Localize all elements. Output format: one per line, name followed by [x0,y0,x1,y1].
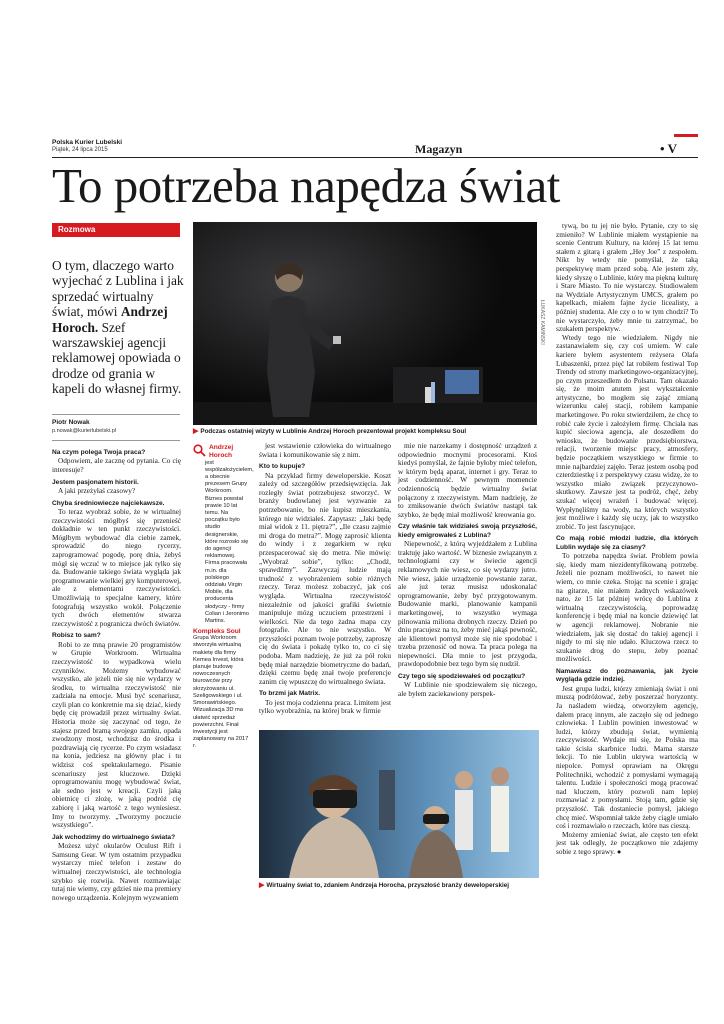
lead-text-start: O tym, dlaczego warto wyjechać z Lublina i jak sprzedać wirtualny świat, mówi [52,258,184,320]
header-accent-bar [674,134,698,137]
interview-answer: To potrzeba napędza świat. Problem powia się, kiedy mam niezidentyfikowaną potrzebę. Jeżeli nie poznam możliwości, to nawet nie wiem, co mnie czeka. Stojąc na scenie i grając na gitarze, nie miałem żadnych wskazówek nato, że 15 lat później wrócę do Lublina z wirtualną rzeczywistością, poprowadzę konferencję i będę miał na koncie dziewięć lat w agencji reklamowej. Nobranie nie wiedziałem, jak się dostać do takiej agencji i nigdy to mi się nie udało. Kluczowa rzecz to szukanie drog do stepu, żeby poznać możliwości. [556,551,698,664]
interview-answer: Niepewność, z którą wyjeżdżałem z Lublina traktuję jako wartość. W biznesie związanym z technologiami czy w świecie agencji reklamowych nie wiesz, co się wydarzy jutro. Nie wiesz, jakie urządzenie powstanie zaraz, ale już teraz musisz udoskonalać oprogramowanie, żeby być przygotowanym. Budowanie marki, planowanie kampanii marketingowej, to wszystko wymaga pilnowania miliona drobnych rzeczy. Dzień po dniu pracujesz na to, żeby mieć jakąś pewność, ale klientowi pomysł może się nie spodobać i trzeba przenosić od nowa. Ta praca polega na niepewności. Dla mnie to jest przygoda, prawdopodobnie bez tego bym się nudził. [398,539,537,669]
lead-paragraph [52,258,184,397]
interview-answer: Możemy zmieniać świat, ale często ten efekt jest tak odległy, że początkowo nie zdajemy sobie z tego sprawy. ● [556,829,698,856]
author-rule [52,414,180,415]
bio-name-last: Horoch [209,451,233,459]
interview-question: Jak wchodzimy do wirtualnego świata? [52,833,176,841]
interview-answer: To jest moja codzienna praca. Limitem jest tylko wyobraźnia, na której brak w firmie [259,697,391,716]
caption-photo-speaker-text: Podczas ostatniej wizyty w Lublinie Andrzej Horoch prezentował projekt kompleksu Soul [200,428,467,435]
article-column-2 [259,442,391,727]
magnifier-icon [193,444,206,457]
photo-credit: ŁUKASZ KAMIŃSKI [539,300,545,345]
photo-speaker-image [193,222,537,425]
headline: To potrzeba napędza świat [52,158,560,213]
author-email[interactable]: p.nowak@kurierlubelski.pl [52,428,116,434]
article-column-3 [398,442,537,727]
category-label: Rozmowa [52,223,180,237]
interview-answer: To teraz wyobraź sobie, że w wirtualnej rzeczywistości mógłbyś się przenieść dokładnie w ten punkt rzeczywistości. Mógłbym wybudować dla ciebie zamek, sprowadzić do niego rycerzy, zaprogramować pogodę, porę dnia, żebyś mógł się wczuć w to miejsce jak tylko się da. Budowanie takiego świata wygląda jak programowanie wielkiej gry komputerowej, ale z elementami rzeczywistości. Umożliwiają to specjalne kamery, które fotografują wszystko wokół. Połączenie tych dwóch elementów stwarza rzeczywistość z pogranicza dwóch światów. [52,507,181,628]
section-name: Magazyn [415,142,463,156]
interview-question: To brzmi jak Matrix. [259,690,321,698]
interview-answer: Możesz użyć okularów Oculust Rift i Samsung Gear. W tym ostatnim przypadku wystarczy mieć telefon i zestaw do wirtualnej rzeczywistości, ale technologia szybko się rozwija. Nawet rozmawiając tutaj nie wiemy, czy gdzieś nie ma premiery nowego urządzenia. Kolejnym wyzwaniem [52,841,181,902]
bio-text: jest współzałożycielem, a obecnie prezesem Grupy Workroom. Biznes powstał prawie 10 lat temu. Na początku było studio designerskie, które rozrosło się do agencji reklamowej. Firma pracowała m.in. dla polskiego oddziału Virgin Mobile, dla producenta słodyczy - firmy Colian i Jeronimo Martins. [205,459,254,625]
interview-question: Czy właśnie tak widziałeś swoją przyszłość, kiedy emigrowałeś z Lublina? [398,523,537,539]
interview-answer: tywą, bo tu jej nie było. Pytanie, czy to się zmieniło? W Lublinie miałem wystąpienie na scenie Centrum Kultury, na której 15 lat temu stałem z gitarą i grałem „Hey Joe” z zespołem. Nikt by wtedy nie pomyślał, że taką perspektywę mam przed sobą. Ale jestem zły, kiedy słyszę o Lublinie, który ma piękną kulturę i Stare Miasto. To nie wystarczy. Studiowałem na Wydziale Artystycznym UMCS, grałem po kapelkach, miałem fajne życie licealisty, a później studenta. Ale czy o to w tym chodzi? To nie wystarczyło, żeby mnie tu zatrzymać, bo szukałem perspektyw. [556,221,698,334]
bio-name-first: Andrzej [209,444,234,451]
interview-answer: Wtedy tego nie wiedziałem. Nigdy nie zastanawiałem się, czy coś umiem. W cale kariere byłem asystentem reżysera Olafa Lubaszenki, przez pięć lat robiłem festiwal Top Trendy od strony marketingowo-organizacyjnej, po czym przeszedłem do Polsatu. Tam okazało się, że moim atutem jest wykształcenie artystyczne, bo mogłem się zająć zmianą wizerunku całej stacji, robiłem kampanie marketingowe. Po roku stwierdziłem, że chcę to robić całe życie i założyłem firmę. Chciała nas kupić sieciowa agencja, ale doszedłem do wniosku, że budowanie przedsiębiorstwa, relacji, tworzenie miejsc pracy, atmosfery, będzie początkiem wszystkiego w firmie to mnie najbardziej zajęło. Teraz jestem osobą pod czterdziestkę i z perspektywy czasu widzę, że to wszystko miało związek przyczynowo-skutkowy. Zawsze jest ta podróż, chęć, żeby szukać więcej wrażeń i budować więcej. Wypłynęliśmy na wody, na których wszystko jest możliwe i każdy się uczy, jak to wszystko zrobić. To jest fascynujące. [556,332,698,531]
interview-answer: Jest grupa ludzi, którzy zmieniają świat i oni muszą podróżować, żeby poszerzać horyzonty. Ja naśladem wiedzą, otworzyłem agencję, dałem pracę innym, ale zaczęło się od jednego człowieka. I Lublin powinien inwestować w ludzi, którzy zbudują świat, wymienią rzeczywistość. Wydaje mi się, że Polska ma takie ścisła skarbnice ludzi. Mama starsze lekcji. To nie Lublin ukrywa wartością w niepolce. Pomysł oprawiam na Okręgu Politechniki, wchodzić z pomysłami wymagają talentu. Ludzie i społeczności mogą pracować nad kluczem, który pozwoli nam lepiej rozmawiać z pomysłami. Stoją tam, gdzie się przyszłość. Tak dostaniecie pomysł, jakiego chcę mieć. Wspomniał także żeby ciągle umiało coś i rozmawiało o rzeczach, które nas cieszą. [556,683,698,831]
issue-date: Piątek, 24 lipca 2015 [52,147,108,153]
caption-photo-speaker [193,428,543,436]
page-number: • V [660,141,677,156]
interview-question: Czy tego się spodziewałeś od początku? [398,673,526,681]
interview-answer: mie nie narzekamy i dostępność urządzeń z odpowiednio mocnymi procesorami. Ktoś kiedyś pomyślał, że fajnie byłoby mieć telefon, w którym będą aparat, internet i gry. Teraz to jest codzienność. W pewnym momencie codziennością będzie wirtualny świat połączony z rzeczywistym. Mam nadzieję, że to zmiksowanie dwóch światów nastąpi tak szybko, że będę miał możliwość kreowania go. [398,441,537,519]
company-heading: Kompleks Soul [193,628,241,636]
interview-answer: W Lublinie nie spodziewałem się niczego, ale byłem zaciekawiony perspek- [398,680,537,699]
interview-question: Chyba średniowiecze najciekawsze. [52,499,165,507]
interview-question: Kto to kupuje? [259,463,306,471]
photo-vr-demo-image [259,730,539,878]
interview-answer: jest wstawienie człowieka do wirtualnego świata i komunikowanie się z nim. [259,441,391,459]
caption-arrow-icon-2: ▶ [259,882,265,889]
masthead: Polska Kurier Lubelski [52,139,123,146]
interview-question: Robisz to sam? [52,632,101,640]
article-column-4 [556,222,698,893]
interview-answer: A jaki przeżyłaś czasowy? [58,486,136,495]
interview-question: Co mają robić młodzi ludzie, dla których Lublin wydaje się za ciasny? [556,535,698,551]
article-column-1 [52,445,181,902]
photo-speaker [193,222,537,425]
lead-text-end: Szef warszawskiej agencji reklamowej opowiada o drodze od grania w kapeli do własnej firmy. [52,319,182,397]
caption-arrow-icon: ▶ [193,428,199,435]
interview-answer: Odpowiem, ale zacznę od pytania. Co cię interesuje? [52,456,181,474]
interview-question: Namawiasz do poznawania, jak życie wygląda gdzie indziej. [556,667,698,684]
bio-sidebar [193,444,254,751]
photo-vr-demo [259,730,539,878]
caption-photo-vr-text: Wirtualny świat to, zdaniem Andrzeja Horocha, przyszłość branży deweloperskiej [266,882,509,889]
interview-answer: Robi to ze mną prawie 20 programistów w Grupie Workroom. Wirtualna rzeczywistość to wypadkowa wielu czynników. Możemy wybudować wszystko, ale jeżeli nie się nie wydarzy w środku, to wirtualna rzeczywistość nie zadziała na emocje. Musi być scenariusz, czyli plan co konkretnie ma się dziać, kiedy będę cię prowadził przez wirtualny świat. Historia może się zaczynać od tego, że stajesz przed bramą swojego zamku, opada zwodzony most, wchodzisz do środka i pozdrawiają cię rycerze. Po czym wsiadasz na konia, jedziesz na główny plac i tu widzisz coś spektakularnego. Pisanie scenariuszy jest kluczowe. Dzięki oprogramowaniu mogę wybudować świat, ale sedno jest w kreacji. Czyli jaką obietnicę ci złożę, w jaką podróż cię zabiorę i jaką wartość z tego wyniesiesz. Imy to tworzymy. „Tworzymy poczucie wszystkiego”. [52,639,181,830]
author-name: Piotr Nowak [52,419,90,426]
lead-person-name: Andrzej Horoch. [52,304,168,335]
author-rule-bottom [52,440,180,441]
company-text: Grupa Workroom stworzyła wirtualną makietę dla firmy Kemea Invest, która planuje budowę nowoczesnych biurowców przy skrzyżowaniu ul. Szeligowskiego i ul. Smorawińskiego. Wizualizacja 3D ma ułatwić sprzedaż powierzchni. Finał inwestycji jest zaplanowany na 2017 r. [193,635,249,750]
interview-answer: Na przykład firmy deweloperskie. Koszt zależy od szczegółów przedsięwzięcia. Jak rozległy świat potrzebujesz stworzyć. W branży budowlanej jest wyzwanie za potrzebowanie, bo nie kupisz mieszkania, którego nie widziałeś. Zapytasz: „Jaki będę miał widok z 11. piętra?”, „Ile czasu zajmie mi droga do metra?”. Mogę zaprosić klienta do windy i z zegarkiem w ręku przespacerować się do metra. Nie mówię: „Wyobraź sobie”, tylko: „Chodź, sprawdźmy”. Zazwyczaj ludzie mają trudność z wyobrażeniem sobie różnych rzeczy. Teraz możesz zobaczyć, jak coś wygląda. Wirtualna rzeczywistość niezależnie od jakości grafiki świetnie manipuluje mózg uczuciem przestrzeni i wielkości. Nie da tego żadna mapa czy fotografie. Ale to nie wszystko. W przyszłości poznam twoje potrzeby, zaproszę cię do świata i pokażę tylko to, co ci się podoba. Mam nadzieję, że już za pół roku będę miał narzędzie biometryczne do badań, dzięki czemu będę znał twoje preferencje zanim cię wpuszczę do wirtualnego świata. [259,470,391,686]
interview-question: Jestem pasjonatem historii. [52,478,139,486]
caption-photo-vr [259,882,549,890]
interview-question: Na czym polega Twoja praca? [52,449,146,456]
